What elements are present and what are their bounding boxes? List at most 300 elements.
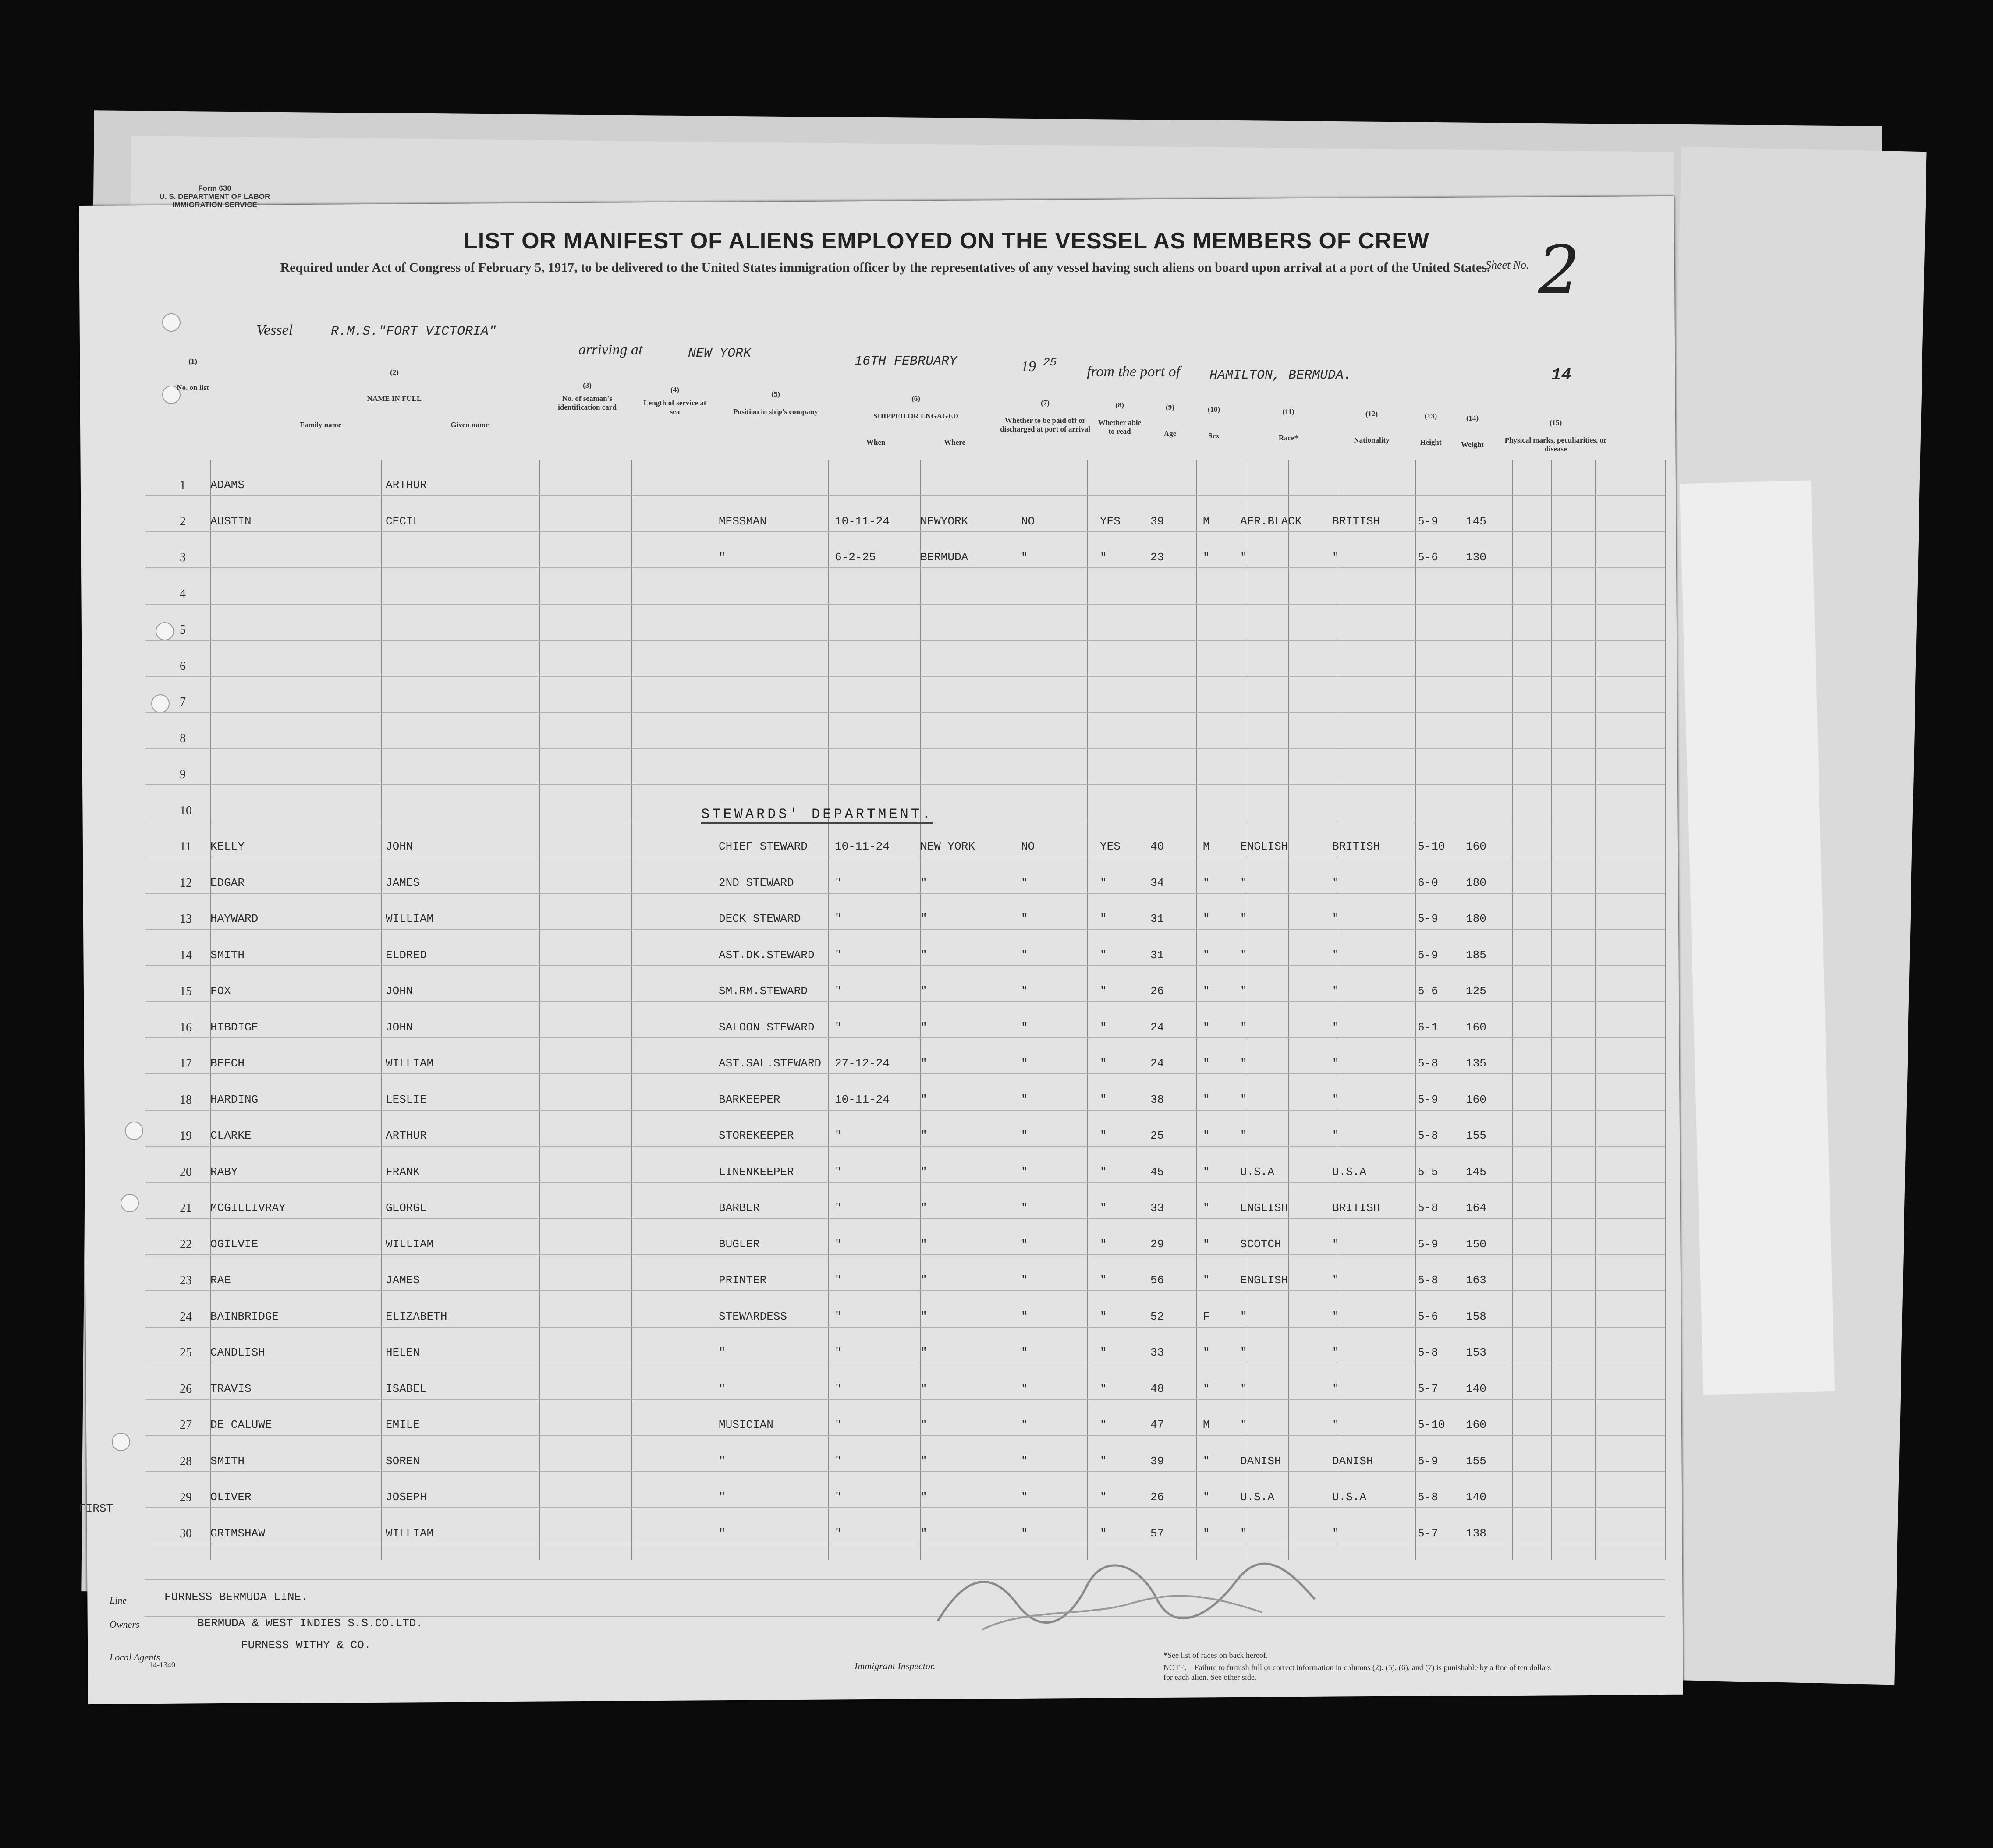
table-row	[0, 1156, 1521, 1191]
cell-given: ISABEL	[386, 1382, 427, 1395]
department-heading: STEWARDS' DEPARTMENT.	[701, 806, 933, 824]
cell-age: 56	[1150, 1274, 1164, 1287]
cell-race: ENGLISH	[1240, 1274, 1288, 1287]
cell-race: "	[1240, 1382, 1247, 1395]
cell-race: "	[1240, 1057, 1247, 1070]
cell-paid: "	[1021, 1093, 1028, 1106]
cell-nat: "	[1332, 1093, 1339, 1106]
table-row	[0, 505, 1521, 540]
cell-read: "	[1100, 948, 1107, 962]
cell-position: SM.RM.STEWARD	[719, 984, 808, 998]
cell-sex: "	[1203, 1201, 1210, 1214]
cell-race: "	[1240, 984, 1247, 998]
cell-nat: "	[1332, 948, 1339, 962]
from-port-label: from the port of	[1087, 364, 1181, 380]
cell-read: "	[1100, 1020, 1107, 1034]
cell-height: 5-6	[1418, 551, 1438, 564]
cell-where: "	[920, 1526, 927, 1540]
penalty-note: NOTE.—Failure to furnish full or correct information in columns (2), (5), (6), and (7) is punishable by a fine of ten dollars for each alien. See other side.	[1163, 1663, 1551, 1682]
table-row	[0, 1445, 1521, 1480]
agents-value: FURNESS WITHY & CO.	[241, 1639, 371, 1652]
cell-sex: "	[1203, 1346, 1210, 1359]
cell-no: 21	[180, 1201, 192, 1215]
col15-num: (15)	[1549, 418, 1562, 427]
department: U. S. DEPARTMENT OF LABOR	[159, 192, 270, 201]
cell-height: 5-6	[1418, 1310, 1438, 1323]
cell-weight: 180	[1466, 912, 1486, 925]
cell-height: 5-9	[1418, 514, 1438, 528]
table-row-line	[145, 1579, 1665, 1580]
cell-nat: BRITISH	[1332, 514, 1380, 528]
cell-no: 3	[180, 551, 186, 564]
cell-no: 30	[180, 1526, 192, 1540]
cell-given: FRANK	[386, 1165, 420, 1179]
cell-given: CECIL	[386, 514, 420, 528]
cell-position: "	[719, 1382, 726, 1395]
cell-read: "	[1100, 1490, 1107, 1504]
form-number: Form 630	[198, 184, 231, 192]
cell-position: MUSICIAN	[719, 1418, 773, 1431]
cell-given: JOSEPH	[386, 1490, 427, 1504]
cell-nat: "	[1332, 1057, 1339, 1070]
cell-paid: "	[1021, 1201, 1028, 1214]
cell-given: JAMES	[386, 1274, 420, 1287]
cell-where: "	[920, 1418, 927, 1431]
table-row	[0, 722, 1521, 757]
cell-weight: 150	[1466, 1237, 1486, 1251]
table-row	[0, 650, 1521, 685]
cell-height: 5-9	[1418, 948, 1438, 962]
cell-nat: "	[1332, 984, 1339, 998]
table-row	[0, 1409, 1521, 1444]
cell-family: MCGILLIVRAY	[210, 1201, 286, 1214]
cell-no: 25	[180, 1346, 192, 1359]
col2-label: NAME IN FULL	[367, 394, 422, 403]
cell-family: GRIMSHAW	[210, 1526, 265, 1540]
cell-age: 24	[1150, 1020, 1164, 1034]
cell-read: "	[1100, 1310, 1107, 1323]
cell-position: "	[719, 1526, 726, 1540]
col8-num: (8)	[1115, 401, 1124, 409]
cell-paid: "	[1021, 1454, 1028, 1468]
cell-where: "	[920, 912, 927, 925]
cell-read: YES	[1100, 514, 1121, 528]
cell-sex: "	[1203, 1020, 1210, 1034]
cell-height: 5-6	[1418, 984, 1438, 998]
cell-height: 6-1	[1418, 1020, 1438, 1034]
col2-header	[245, 368, 543, 456]
cell-no: 6	[180, 659, 186, 673]
cell-no: 9	[180, 768, 186, 781]
cell-age: 31	[1150, 948, 1164, 962]
table-row	[0, 1336, 1521, 1371]
cell-position: "	[719, 1454, 726, 1468]
cell-no: 7	[180, 695, 186, 709]
table-row	[0, 541, 1521, 576]
cell-no: 16	[180, 1020, 192, 1034]
cell-weight: 163	[1466, 1274, 1486, 1287]
cell-sex: "	[1203, 1165, 1210, 1179]
table-row	[0, 1264, 1521, 1299]
col5-label: Position in ship's company	[733, 407, 818, 416]
cell-no: 27	[180, 1418, 192, 1432]
cell-sex: "	[1203, 1382, 1210, 1395]
cell-family: EDGAR	[210, 876, 245, 889]
cell-nat: U.S.A	[1332, 1490, 1367, 1504]
cell-when: "	[835, 1165, 842, 1179]
cell-position: "	[719, 551, 726, 564]
sheet-number-label: Sheet No.	[1486, 258, 1529, 271]
cell-weight: 135	[1466, 1057, 1486, 1070]
col3-header	[543, 381, 631, 469]
table-row	[0, 577, 1521, 612]
cell-no: 23	[180, 1274, 192, 1287]
cell-where: "	[920, 1057, 927, 1070]
table-row	[0, 1300, 1521, 1335]
cell-paid: "	[1021, 1165, 1028, 1179]
cell-weight: 140	[1466, 1382, 1486, 1395]
owners-label: Owners	[110, 1619, 140, 1630]
arrival-year-suffix: 25	[1043, 356, 1057, 369]
cell-no: 24	[180, 1310, 192, 1324]
cell-age: 29	[1150, 1237, 1164, 1251]
col10-num: (10)	[1207, 405, 1220, 414]
cell-nat: "	[1332, 1346, 1339, 1359]
cell-paid: "	[1021, 912, 1028, 925]
line-value: FURNESS BERMUDA LINE.	[164, 1590, 308, 1604]
cell-family: CANDLISH	[210, 1346, 265, 1359]
table-row	[0, 975, 1521, 1010]
col1-num: (1)	[188, 357, 197, 365]
cell-read: "	[1100, 912, 1107, 925]
cell-position: DECK STEWARD	[719, 912, 801, 925]
races-note: *See list of races on back hereof.	[1163, 1651, 1268, 1660]
cell-sex: "	[1203, 1274, 1210, 1287]
family-name-header: Family name	[300, 421, 342, 429]
cell-where: "	[920, 1237, 927, 1251]
margin-note: FIRST	[79, 1502, 113, 1515]
col2-subheaders	[245, 421, 543, 429]
cell-when: "	[835, 1526, 842, 1540]
table-row	[0, 1373, 1521, 1408]
table-column-line	[1595, 460, 1596, 1560]
cell-family: BAINBRIDGE	[210, 1310, 279, 1323]
cell-given: HELEN	[386, 1346, 420, 1359]
cell-race: "	[1240, 912, 1247, 925]
col14-num: (14)	[1466, 414, 1479, 422]
cell-nat: "	[1332, 1274, 1339, 1287]
col11-label: Race*	[1278, 434, 1298, 442]
col4-label: Length of service at sea	[643, 399, 706, 416]
cell-paid: "	[1021, 1346, 1028, 1359]
cell-position: STEWARDESS	[719, 1310, 787, 1323]
cell-position: AST.SAL.STEWARD	[719, 1057, 822, 1070]
cell-paid: "	[1021, 1129, 1028, 1142]
cell-when: 10-11-24	[835, 840, 890, 853]
cell-no: 5	[180, 623, 186, 637]
cell-no: 28	[180, 1454, 192, 1468]
cell-where: "	[920, 1201, 927, 1214]
cell-read: "	[1100, 551, 1107, 564]
cell-position: "	[719, 1490, 726, 1504]
cell-read: "	[1100, 1165, 1107, 1179]
page-subtitle: Required under Act of Congress of February 5, 1917, to be delivered to the United States immigration officer by the representatives of any vessel having such aliens on board upon arrival at a port of the United States.	[280, 260, 1490, 275]
cell-family: OLIVER	[210, 1490, 252, 1504]
cell-nat: "	[1332, 1310, 1339, 1323]
cell-height: 5-8	[1418, 1057, 1438, 1070]
cell-age: 38	[1150, 1093, 1164, 1106]
cell-race: AFR.BLACK	[1240, 514, 1302, 528]
cell-read: "	[1100, 876, 1107, 889]
cell-no: 10	[180, 804, 192, 818]
cell-height: 5-10	[1418, 840, 1445, 853]
cell-read: "	[1100, 1274, 1107, 1287]
table-row	[0, 1192, 1521, 1227]
table-row	[0, 1011, 1521, 1046]
cell-paid: NO	[1021, 514, 1035, 528]
cell-height: 5-9	[1418, 1237, 1438, 1251]
footer-form-code: 14-1340	[149, 1660, 175, 1669]
cell-nat: BRITISH	[1332, 840, 1380, 853]
cell-given: EMILE	[386, 1418, 420, 1431]
cell-when: "	[835, 1274, 842, 1287]
cell-given: WILLIAM	[386, 912, 434, 925]
cell-sex: "	[1203, 948, 1210, 962]
cell-paid: "	[1021, 1526, 1028, 1540]
cell-when: "	[835, 1346, 842, 1359]
punch-hole	[162, 313, 181, 332]
table-row	[0, 686, 1521, 721]
table-row	[0, 469, 1521, 504]
cell-read: "	[1100, 1382, 1107, 1395]
cell-where: "	[920, 876, 927, 889]
cell-paid: NO	[1021, 840, 1035, 853]
cell-race: "	[1240, 1310, 1247, 1323]
cell-family: KELLY	[210, 840, 245, 853]
cell-race: U.S.A	[1240, 1490, 1275, 1504]
cell-weight: 160	[1466, 1020, 1486, 1034]
cell-weight: 145	[1466, 1165, 1486, 1179]
cell-nat: "	[1332, 1418, 1339, 1431]
cell-when: "	[835, 1310, 842, 1323]
cell-race: "	[1240, 1346, 1247, 1359]
table-row	[0, 1083, 1521, 1119]
table-row	[0, 830, 1521, 865]
col4-num: (4)	[670, 386, 679, 394]
cell-age: 45	[1150, 1165, 1164, 1179]
cell-weight: 180	[1466, 876, 1486, 889]
col3-num: (3)	[583, 381, 592, 389]
cell-age: 39	[1150, 514, 1164, 528]
sheet-number: 2	[1538, 232, 1580, 308]
cell-age: 39	[1150, 1454, 1164, 1468]
cell-nat: "	[1332, 551, 1339, 564]
cell-where: "	[920, 1274, 927, 1287]
cell-height: 5-10	[1418, 1418, 1445, 1431]
cell-age: 47	[1150, 1418, 1164, 1431]
service: IMMIGRATION SERVICE	[172, 201, 257, 209]
cell-family: OGILVIE	[210, 1237, 259, 1251]
cell-when: "	[835, 1237, 842, 1251]
cell-where: NEW YORK	[920, 840, 975, 853]
cell-given: JOHN	[386, 840, 413, 853]
cell-where: "	[920, 1454, 927, 1468]
cell-when: "	[835, 912, 842, 925]
cell-nat: "	[1332, 1382, 1339, 1395]
cell-family: RAE	[210, 1274, 231, 1287]
vessel-name: R.M.S."FORT VICTORIA"	[331, 324, 497, 339]
cell-position: BARKEEPER	[719, 1093, 780, 1106]
col5-num: (5)	[771, 390, 780, 398]
cell-paid: "	[1021, 1274, 1028, 1287]
cell-where: "	[920, 1490, 927, 1504]
cell-given: SOREN	[386, 1454, 420, 1468]
cell-read: "	[1100, 1093, 1107, 1106]
cell-sex: "	[1203, 1237, 1210, 1251]
cell-position: LINENKEEPER	[719, 1165, 794, 1179]
cell-sex: "	[1203, 1129, 1210, 1142]
col6-label: SHIPPED OR ENGAGED	[873, 412, 958, 420]
cell-sex: M	[1203, 514, 1210, 528]
cell-when: 27-12-24	[835, 1057, 890, 1070]
cell-age: 57	[1150, 1526, 1164, 1540]
cell-read: "	[1100, 1346, 1107, 1359]
cell-where: "	[920, 1310, 927, 1323]
cell-when: "	[835, 984, 842, 998]
table-row	[0, 758, 1521, 793]
cell-no: 18	[180, 1093, 192, 1107]
cell-height: 5-8	[1418, 1129, 1438, 1142]
col15-label: Physical marks, peculiarities, or disease	[1504, 436, 1607, 453]
cell-race: "	[1240, 948, 1247, 962]
cell-paid: "	[1021, 1382, 1028, 1395]
cell-family: AUSTIN	[210, 514, 252, 528]
cell-where: "	[920, 984, 927, 998]
cell-sex: "	[1203, 1093, 1210, 1106]
form-number-block	[123, 184, 307, 209]
cell-where: BERMUDA	[920, 551, 968, 564]
col6-num: (6)	[911, 394, 920, 403]
cell-paid: "	[1021, 1310, 1028, 1323]
cell-no: 26	[180, 1382, 192, 1396]
cell-weight: 155	[1466, 1129, 1486, 1142]
cell-nat: "	[1332, 1129, 1339, 1142]
cell-nat: DANISH	[1332, 1454, 1373, 1468]
cell-when: "	[835, 1382, 842, 1395]
crew-count: 14	[1551, 366, 1571, 385]
cell-where: "	[920, 1165, 927, 1179]
cell-sex: "	[1203, 551, 1210, 564]
cell-family: CLARKE	[210, 1129, 252, 1142]
cell-nat: "	[1332, 1237, 1339, 1251]
cell-age: 23	[1150, 551, 1164, 564]
cell-sex: "	[1203, 1454, 1210, 1468]
cell-given: JOHN	[386, 984, 413, 998]
cell-race: "	[1240, 1526, 1247, 1540]
cell-age: 40	[1150, 840, 1164, 853]
cell-weight: 185	[1466, 948, 1486, 962]
background-slip	[1680, 480, 1835, 1395]
table-row	[0, 1228, 1521, 1263]
cell-no: 8	[180, 731, 186, 745]
table-column-line	[1551, 460, 1552, 1560]
from-port: HAMILTON, BERMUDA.	[1209, 368, 1352, 383]
cell-position: MESSMAN	[719, 514, 767, 528]
cell-family: HAYWARD	[210, 912, 259, 925]
cell-race: U.S.A	[1240, 1165, 1275, 1179]
cell-height: 5-8	[1418, 1274, 1438, 1287]
cell-weight: 160	[1466, 1093, 1486, 1106]
cell-paid: "	[1021, 948, 1028, 962]
cell-when: 10-11-24	[835, 514, 890, 528]
cell-paid: "	[1021, 1057, 1028, 1070]
cell-nat: "	[1332, 1526, 1339, 1540]
cell-no: 19	[180, 1129, 192, 1143]
table-row	[0, 867, 1521, 902]
cell-when: "	[835, 1418, 842, 1431]
cell-age: 24	[1150, 1057, 1164, 1070]
cell-race: DANISH	[1240, 1454, 1281, 1468]
vessel-label: Vessel	[256, 322, 293, 338]
col6-subheaders	[837, 438, 995, 447]
cell-position: BARBER	[719, 1201, 760, 1214]
cell-sex: F	[1203, 1310, 1210, 1323]
cell-age: 26	[1150, 1490, 1164, 1504]
cell-race: "	[1240, 1093, 1247, 1106]
cell-weight: 155	[1466, 1454, 1486, 1468]
cell-age: 33	[1150, 1346, 1164, 1359]
cell-weight: 138	[1466, 1526, 1486, 1540]
cell-sex: M	[1203, 1418, 1210, 1431]
cell-weight: 125	[1466, 984, 1486, 998]
cell-age: 25	[1150, 1129, 1164, 1142]
cell-where: "	[920, 948, 927, 962]
cell-race: "	[1240, 551, 1247, 564]
cell-position: 2ND STEWARD	[719, 876, 794, 889]
cell-family: TRAVIS	[210, 1382, 252, 1395]
cell-read: "	[1100, 1129, 1107, 1142]
cell-weight: 160	[1466, 1418, 1486, 1431]
cell-height: 5-8	[1418, 1346, 1438, 1359]
cell-read: "	[1100, 1526, 1107, 1540]
cell-read: "	[1100, 1057, 1107, 1070]
cell-family: SMITH	[210, 948, 245, 962]
arrival-date: 16TH FEBRUARY	[855, 354, 957, 369]
cell-height: 5-9	[1418, 1093, 1438, 1106]
cell-sex: "	[1203, 1526, 1210, 1540]
cell-read: "	[1100, 1454, 1107, 1468]
cell-when: "	[835, 1201, 842, 1214]
cell-weight: 145	[1466, 514, 1486, 528]
cell-position: PRINTER	[719, 1274, 767, 1287]
cell-height: 5-8	[1418, 1490, 1438, 1504]
cell-position: SALOON STEWARD	[719, 1020, 815, 1034]
col2-num: (2)	[390, 368, 399, 376]
cell-no: 2	[180, 514, 186, 528]
cell-race: "	[1240, 1020, 1247, 1034]
cell-height: 5-7	[1418, 1526, 1438, 1540]
cell-given: ARTHUR	[386, 478, 427, 492]
page-title: LIST OR MANIFEST OF ALIENS EMPLOYED ON THE VESSEL AS MEMBERS OF CREW	[464, 228, 1429, 254]
cell-family: ADAMS	[210, 478, 245, 492]
cell-weight: 160	[1466, 840, 1486, 853]
cell-height: 6-0	[1418, 876, 1438, 889]
cell-sex: "	[1203, 912, 1210, 925]
arrival-year-prefix: 19	[1021, 358, 1036, 375]
table-row	[0, 1517, 1521, 1552]
cell-sex: M	[1203, 840, 1210, 853]
cell-given: JOHN	[386, 1020, 413, 1034]
